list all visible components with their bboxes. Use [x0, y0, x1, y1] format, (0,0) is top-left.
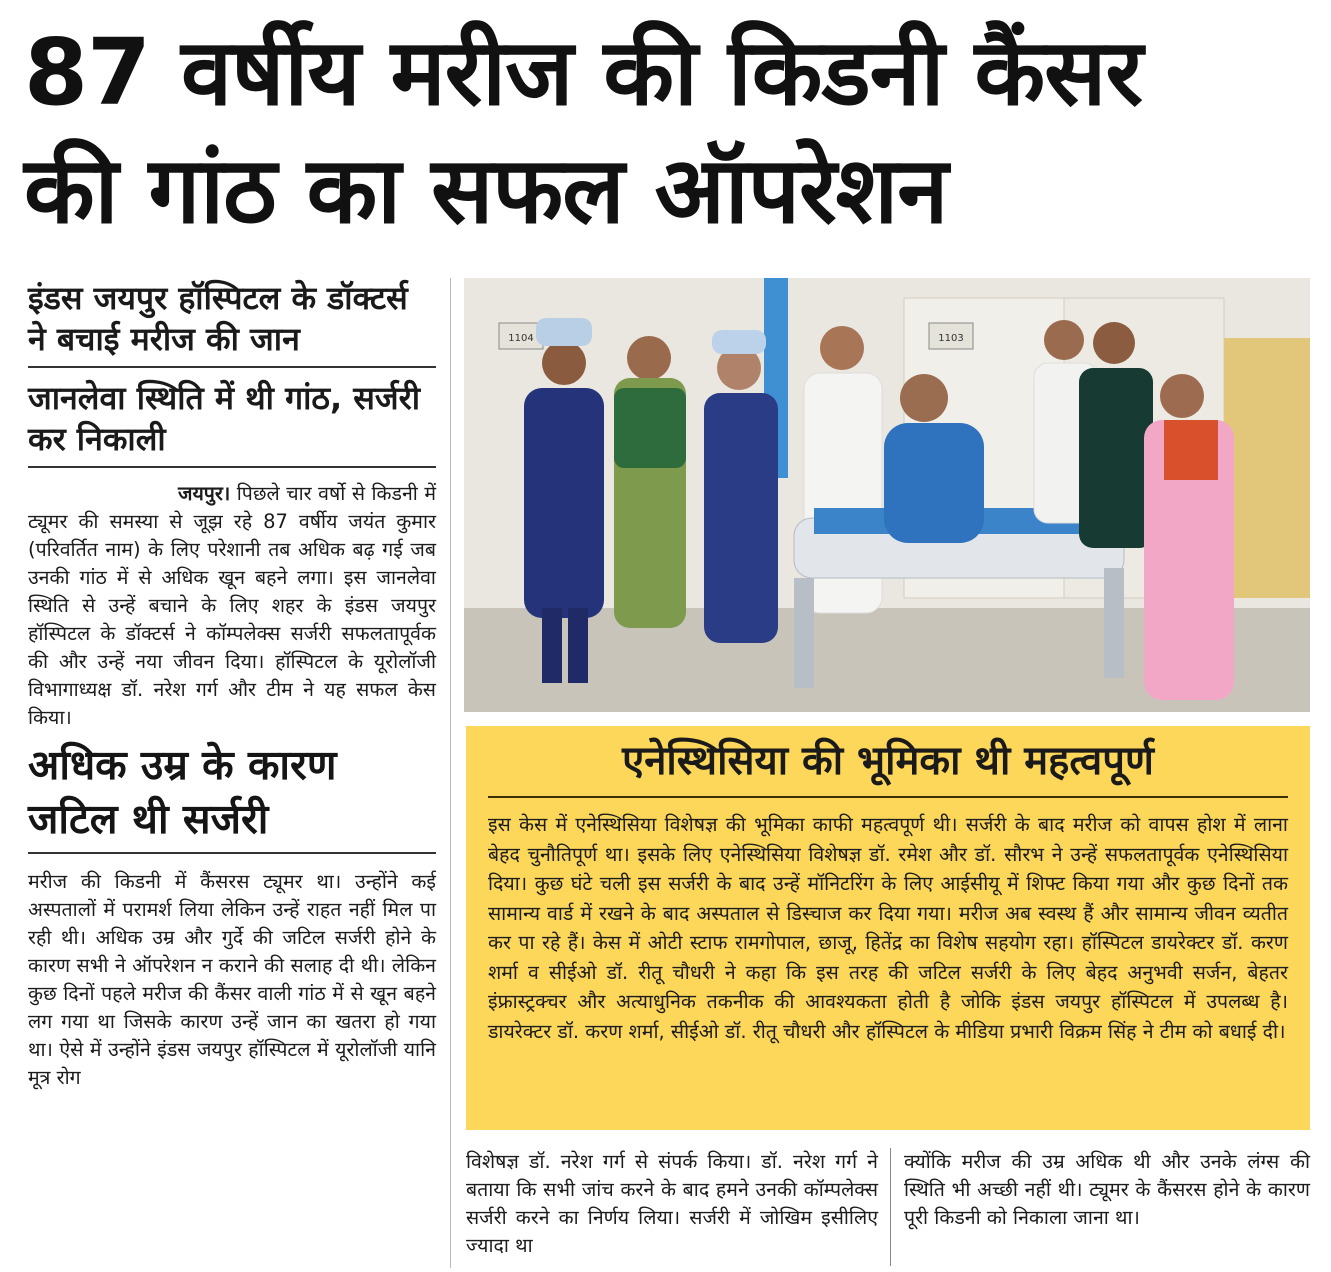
left-column [28, 278, 436, 1092]
subheading-2: जानलेवा स्थिति में थी गांठ, सर्जरी कर निकाली [28, 378, 436, 468]
room-sign-1103: 1103 [938, 333, 964, 344]
headline-line-2: की गांठ का सफल ऑपरेशन [24, 137, 948, 244]
photo-illustration [464, 278, 1310, 712]
column-divider-bottom [890, 1148, 891, 1266]
article-paragraph-2: मरीज की किडनी में कैंसरस ट्यूमर था। उन्होंने कई अस्पतालों में परामर्श लिया लेकिन उन्हें राहत नहीं मिल पा रही थी। अधिक उम्र और गुर्दे की जटिल सर्जरी होने के कारण सभी ने ऑपरेशन न कराने की सलाह दी थी। लेकिन कुछ दिनों पहले मरीज की कैंसर वाली गांठ में से खून बहने लग गया था जिसके कारण उन्हें जान का खतरा हो गया था। ऐसे में उन्होंने इंडस जयपुर हॉस्पिटल में यूरोलॉजी यानि मूत्र रोग [28, 870, 436, 1089]
article-paragraph-1 [28, 480, 436, 732]
headline-line-1: 87 वर्षीय मरीज की किडनी कैंसर [24, 19, 1142, 126]
box-paragraph: इस केस में एनेस्थिसिया विशेषज्ञ की भूमिका काफी महत्वपूर्ण थी। सर्जरी के बाद मरीज को वापस होश में लाना बेहद चुनौतिपूर्ण था। इसके लिए एनेस्थिसिया विशेषज्ञ डॉ. रमेश और डॉ. सौरभ ने उन्हें सफलतापूर्वक एनेस्थिसिया दिया। कुछ घंटे चली इस सर्जरी के बाद उन्हें मॉनिटरिंग के लिए आईसीयू में शिफ्ट किया गया और कुछ दिनों तक सामान्य वार्ड में रखने के बाद अस्पताल से डिस्चाज कर दिया गया। मरीज अब स्वस्थ हैं और सामान्य जीवन व्यतीत कर पा रहे हैं। केस में ओटी स्टाफ रामगोपाल, छाजू, हितेंद्र का विशेष सहयोग रहा। हॉस्पिटल डायरेक्टर डॉ. करण शर्मा व सीईओ डॉ. रीतू चौधरी ने कहा कि इस तरह की जटिल सर्जरी के लिए बेहद अनुभवी सर्जन, बेहतर इंफ्रास्ट्रक्चर और अत्याधुनिक तकनीक की आवश्यकता होती है जोकि इंडस जयपुर हॉस्पिटल में उपलब्ध है। डायरेक्टर डॉ. करण शर्मा, सीईओ डॉ. रीतू चौधरी और हॉस्पिटल के मीडिया प्रभारी विक्रम सिंह ने टीम को बधाई दी। [488, 813, 1289, 1043]
column-divider-left [450, 278, 451, 1268]
article-paragraph-4: क्योंकि मरीज की उम्र अधिक थी और उनके लंग्स की स्थिति भी अच्छी नहीं थी। ट्यूमर के कैंसरस होने के कारण पूरी किडनी को निकाला जाना था। [904, 1150, 1310, 1229]
article-paragraph-3: विशेषज्ञ डॉ. नरेश गर्ग से संपर्क किया। डॉ. नरेश गर्ग ने बताया कि सभी जांच करने के बाद हमने उनकी कॉम्पलेक्स सर्जरी करने का निर्णय लिया। सर्जरी में जोखिम इसीलिए ज्यादा था [466, 1150, 878, 1257]
news-photo [464, 278, 1310, 712]
sidebar-box-anesthesia [466, 726, 1310, 1130]
headline [24, 14, 1314, 250]
section-heading: अधिक उम्र के कारण जटिल थी सर्जरी [28, 738, 436, 854]
subheading-1: इंडस जयपुर हॉस्पिटल के डॉक्टर्स ने बचाई मरीज की जान [28, 278, 436, 368]
room-sign-1104: 1104 [508, 333, 534, 344]
dateline: जयपुर। [178, 482, 231, 505]
article-paragraph-1-text: पिछले चार वर्षो से किडनी में ट्यूमर की समस्या से जूझ रहे 87 वर्षीय जयंत कुमार (परिवर्तित नाम) के लिए परेशानी तब अधिक बढ़ गई जब उनकी गांठ में से अधिक खून बहने लगा। इस जानलेवा स्थिति से उन्हें बचाने के लिए शहर के इंडस जयपुर हॉस्पिटल के डॉक्टर्स ने कॉम्पलेक्स सर्जरी सफलतापूर्वक की और उन्हें नया जीवन दिया। हॉस्पिटल के यूरोलॉजी विभागाध्यक्ष डॉ. नरेश गर्ग और टीम ने यह सफल केस किया। [28, 482, 436, 729]
box-heading: एनेस्थिसिया की भूमिका थी महत्वपूर्ण [488, 734, 1288, 798]
